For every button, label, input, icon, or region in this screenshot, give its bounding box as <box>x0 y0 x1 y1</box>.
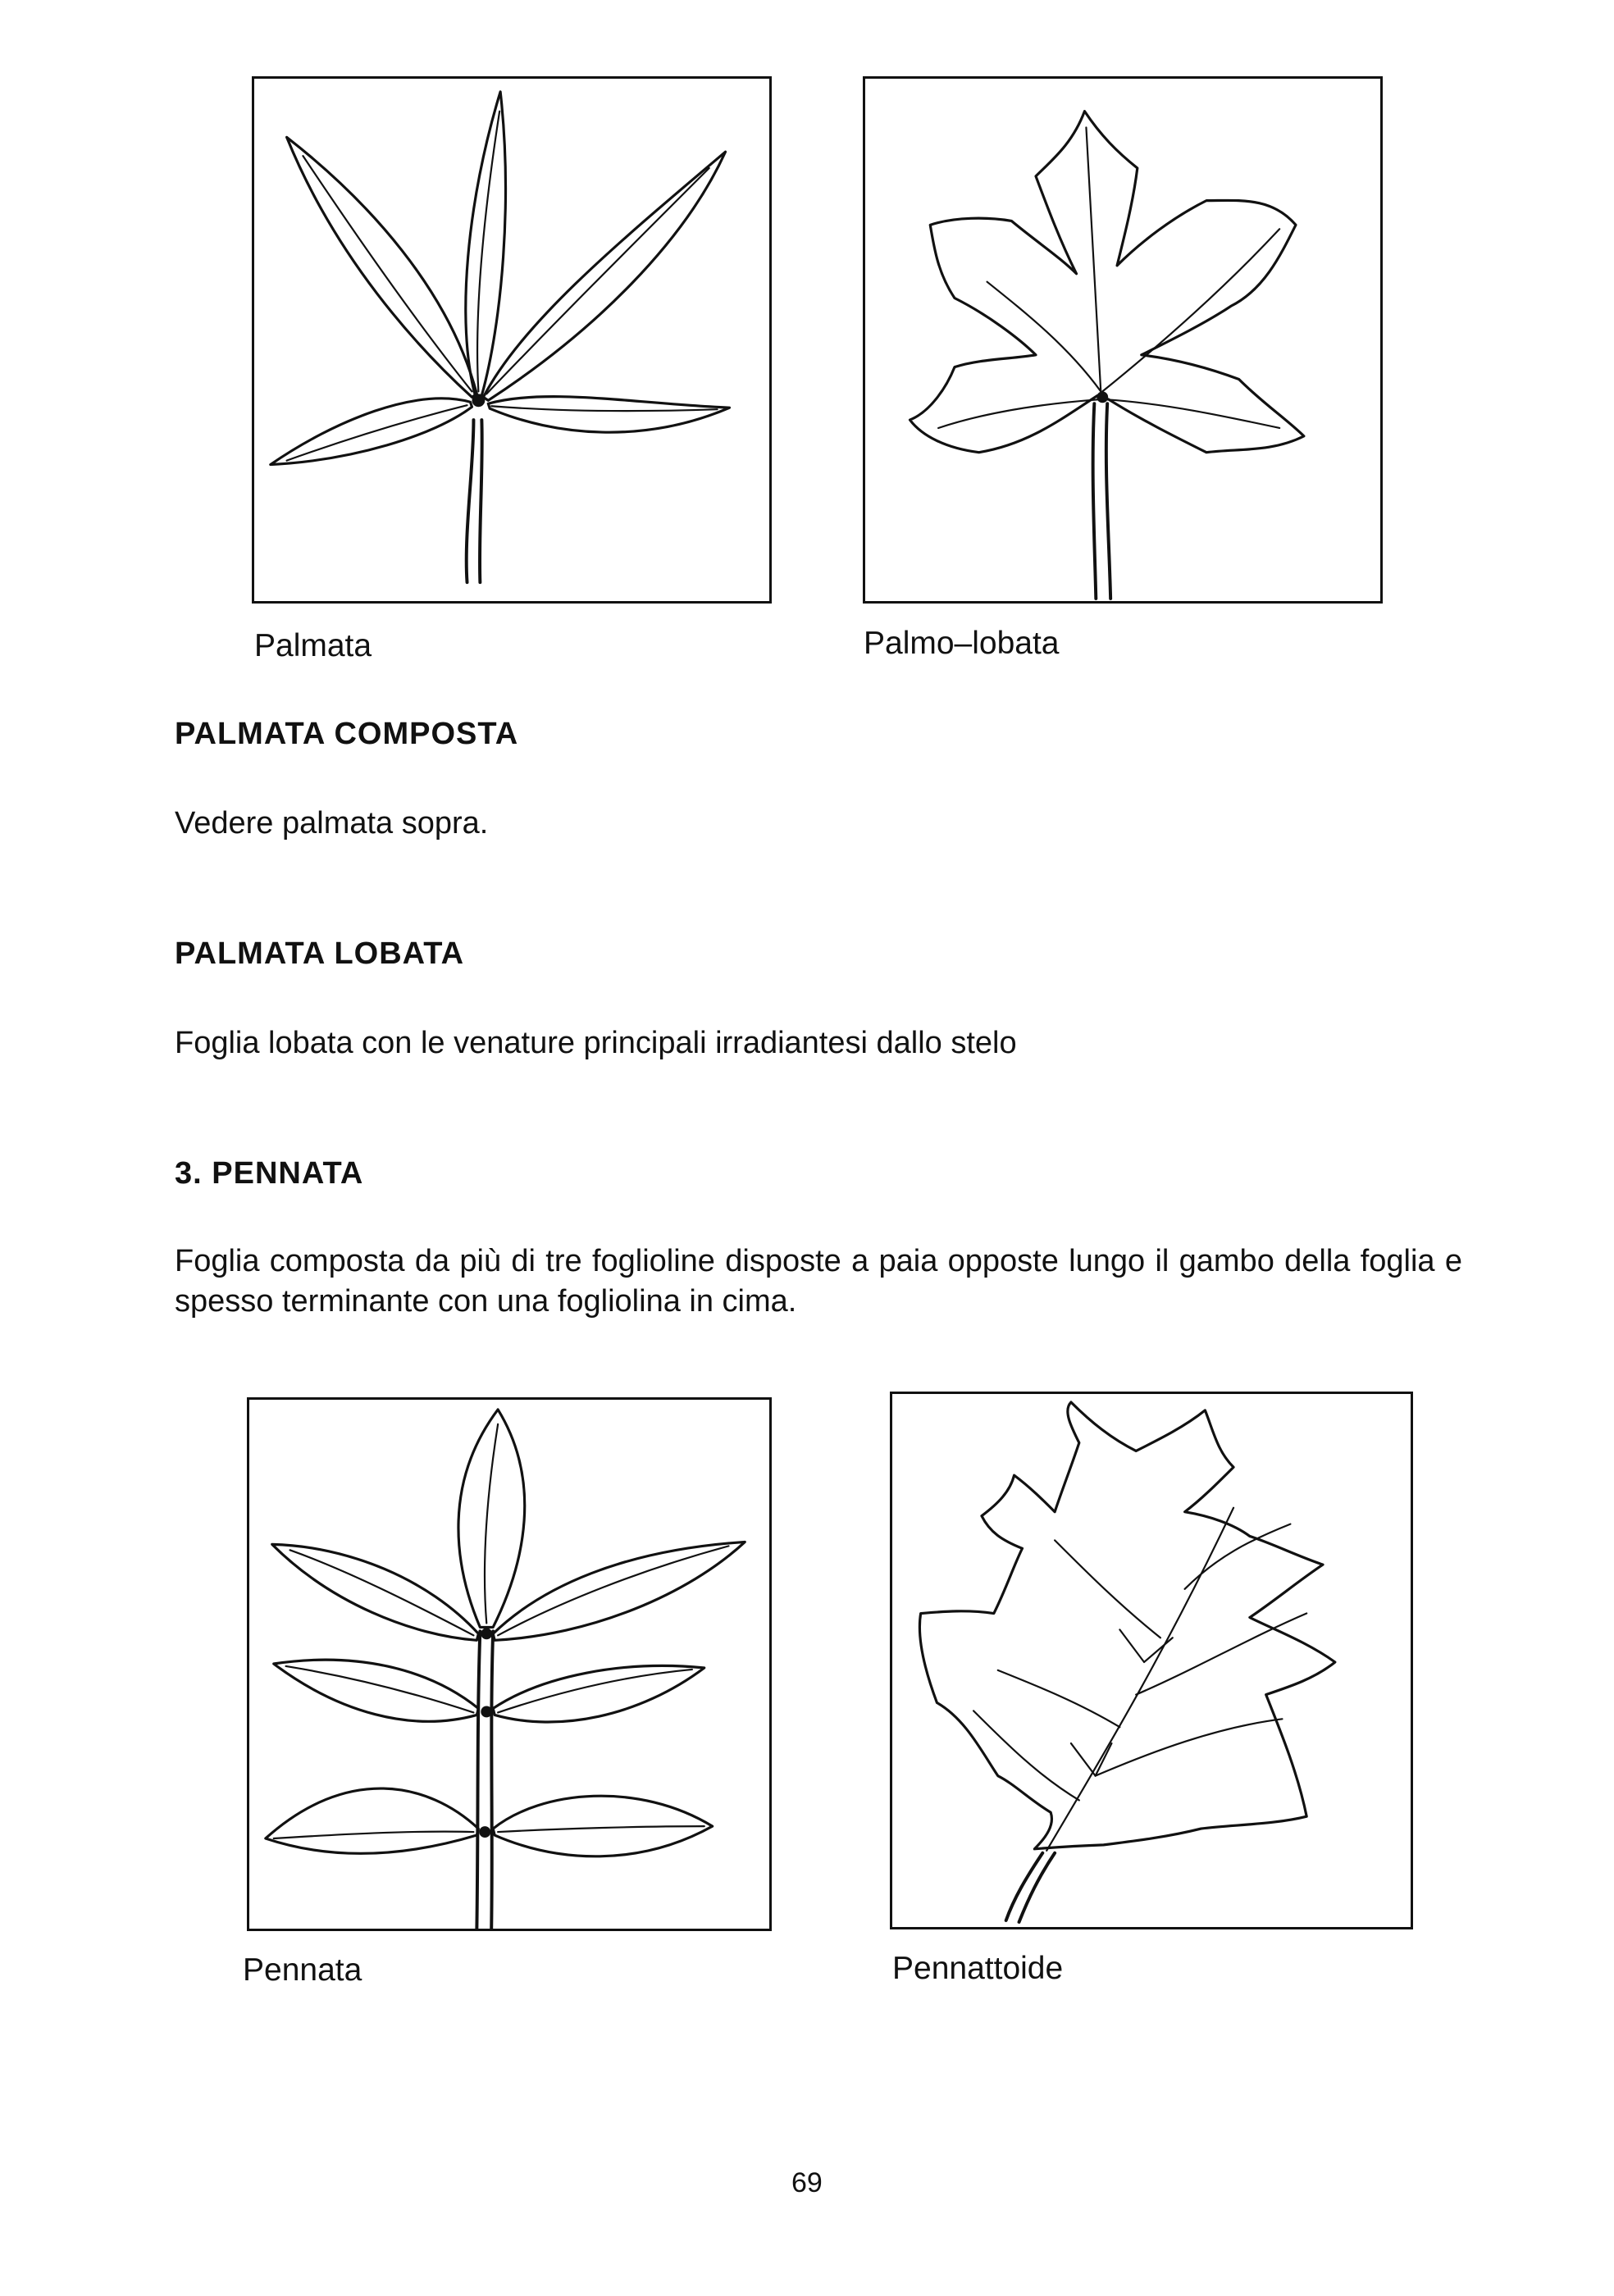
heading-pennata: 3. PENNATA <box>175 1156 364 1191</box>
caption-palmata: Palmata <box>254 628 372 663</box>
heading-palmata-lobata: PALMATA LOBATA <box>175 936 465 971</box>
page-number: 69 <box>791 2167 823 2198</box>
caption-pennattoide: Pennattoide <box>892 1951 1064 1986</box>
palmate-lobed-leaf-drawing <box>865 79 1380 601</box>
heading-palmata-composta: PALMATA COMPOSTA <box>175 717 519 751</box>
figure-palmata <box>252 76 772 604</box>
caption-pennata: Pennata <box>243 1952 362 1988</box>
pinnate-leaf-drawing <box>249 1400 769 1929</box>
figure-pennattoide <box>890 1392 1413 1929</box>
text-palmata-composta: Vedere palmata sopra. <box>175 806 489 840</box>
caption-palmo-lobata: Palmo–lobata <box>864 626 1060 661</box>
figure-pennata <box>247 1397 772 1931</box>
figure-palmo-lobata <box>863 76 1383 604</box>
pinnatifid-leaf-drawing <box>892 1394 1411 1927</box>
text-pennata: Foglia composta da più di tre foglioline disposte a paia opposte lungo il gambo della foglia e spesso terminante con una fogliolina in cima. <box>175 1244 1462 1319</box>
palmate-leaf-drawing <box>254 79 769 601</box>
text-palmata-lobata: Foglia lobata con le venature principali irradiantesi dallo stelo <box>175 1026 1017 1060</box>
